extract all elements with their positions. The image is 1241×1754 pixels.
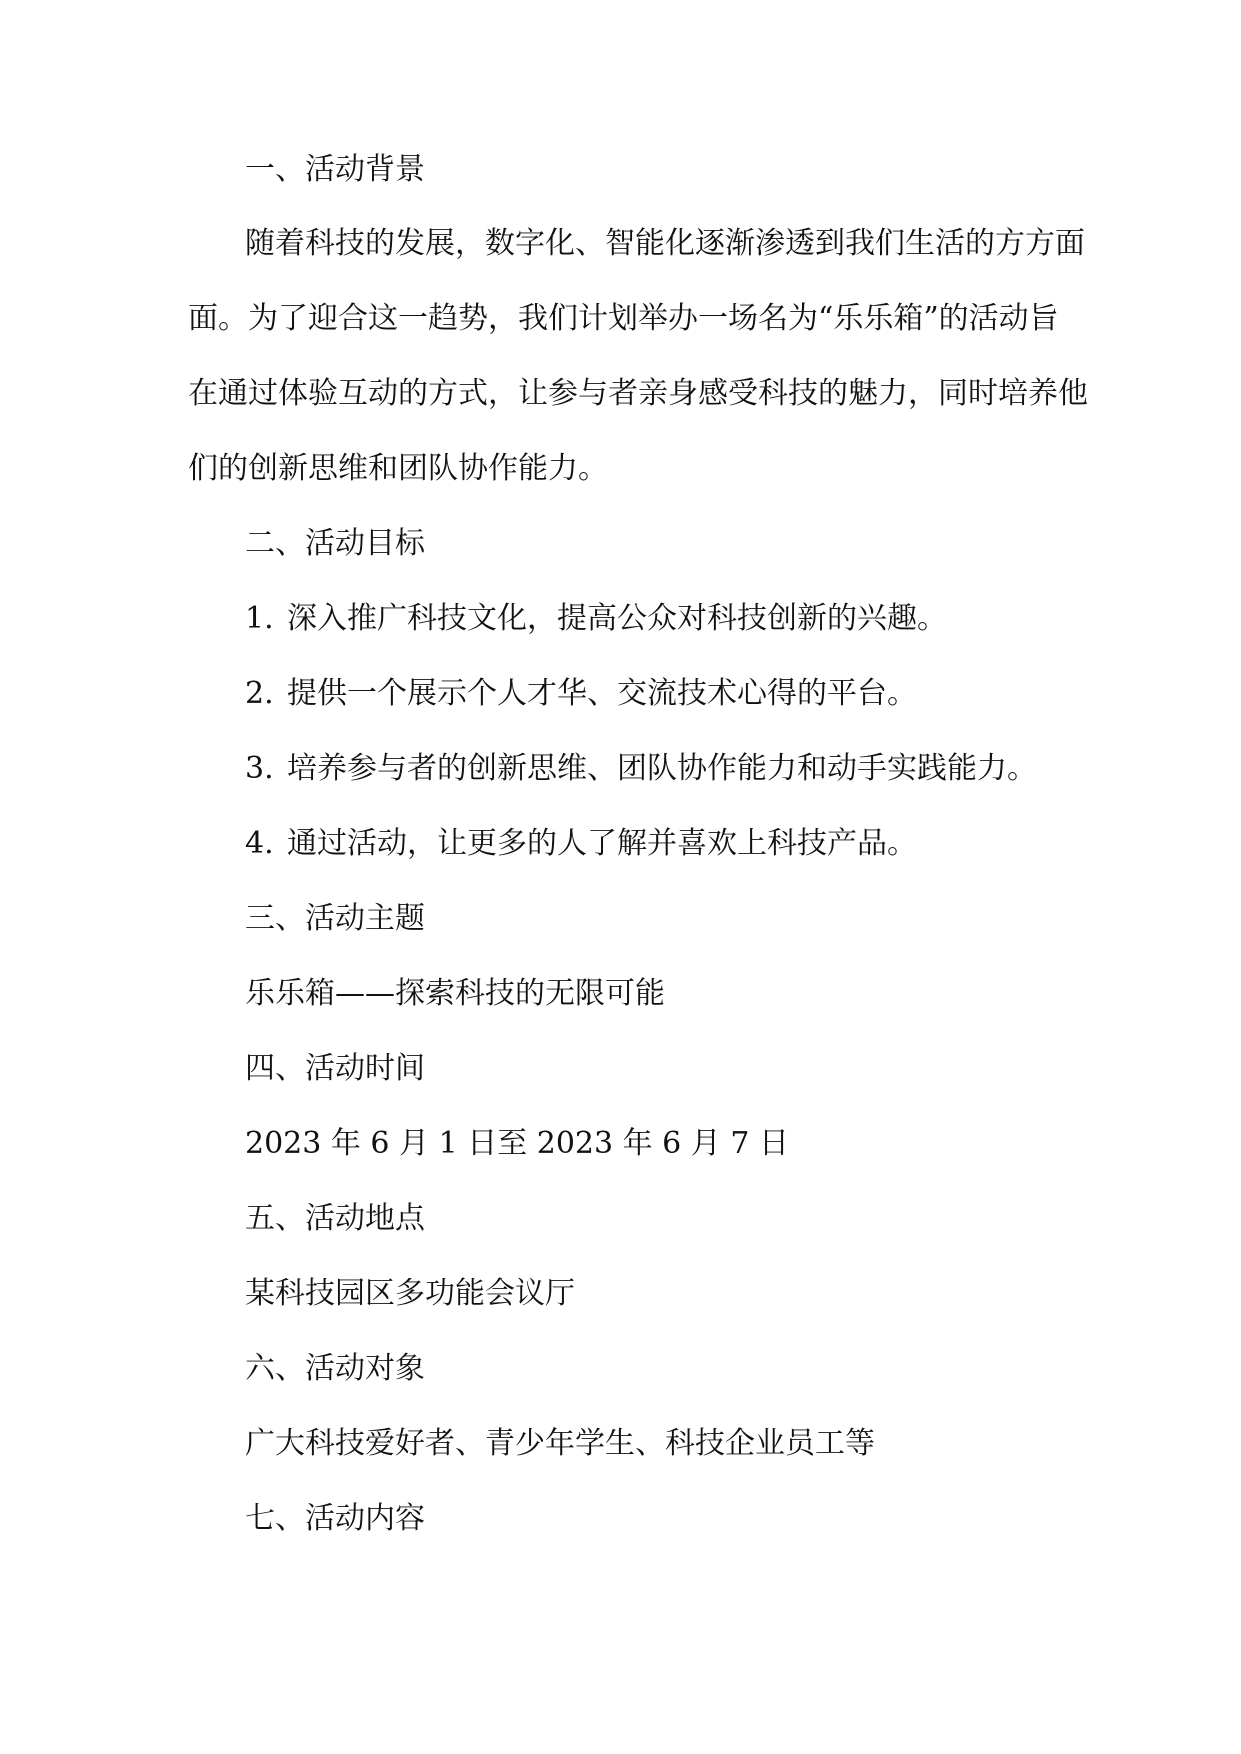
section-heading-content: 七、活动内容 bbox=[245, 1501, 425, 1536]
paragraph-line: 随着科技的发展，数字化、智能化逐渐渗透到我们生活的方方面 bbox=[245, 226, 1085, 261]
location-content: 某科技园区多功能会议厅 bbox=[245, 1276, 575, 1311]
goal-item-number: 4. bbox=[245, 826, 274, 861]
section-heading-background: 一、活动背景 bbox=[245, 152, 425, 187]
goal-item-text: 培养参与者的创新思维、团队协作能力和动手实践能力。 bbox=[287, 751, 1037, 786]
section-heading-audience: 六、活动对象 bbox=[245, 1351, 425, 1386]
audience-content: 广大科技爱好者、青少年学生、科技企业员工等 bbox=[245, 1426, 875, 1461]
goal-item-text: 深入推广科技文化，提高公众对科技创新的兴趣。 bbox=[287, 601, 947, 636]
theme-content: 乐乐箱——探索科技的无限可能 bbox=[245, 976, 665, 1011]
goal-item bbox=[245, 824, 917, 864]
goal-item-text: 通过活动，让更多的人了解并喜欢上科技产品。 bbox=[287, 826, 917, 861]
goal-item-number: 3. bbox=[245, 751, 274, 786]
goal-item-number: 1. bbox=[245, 601, 274, 636]
goal-item-text: 提供一个展示个人才华、交流技术心得的平台。 bbox=[287, 676, 917, 711]
paragraph-line: 们的创新思维和团队协作能力。 bbox=[188, 451, 608, 486]
section-heading-theme: 三、活动主题 bbox=[245, 901, 425, 936]
paragraph-line: 面。为了迎合这一趋势，我们计划举办一场名为“乐乐箱”的活动旨 bbox=[188, 301, 1059, 336]
goal-item bbox=[245, 674, 917, 714]
paragraph-line: 在通过体验互动的方式，让参与者亲身感受科技的魅力，同时培养他 bbox=[188, 376, 1088, 411]
goal-item-number: 2. bbox=[245, 676, 274, 711]
goal-item bbox=[245, 599, 947, 639]
section-heading-goals: 二、活动目标 bbox=[245, 526, 425, 561]
section-heading-location: 五、活动地点 bbox=[245, 1201, 425, 1236]
section-heading-time: 四、活动时间 bbox=[245, 1051, 425, 1086]
time-content: 2023 年 6 月 1 日至 2023 年 6 月 7 日 bbox=[245, 1126, 789, 1161]
goal-item bbox=[245, 749, 1037, 789]
